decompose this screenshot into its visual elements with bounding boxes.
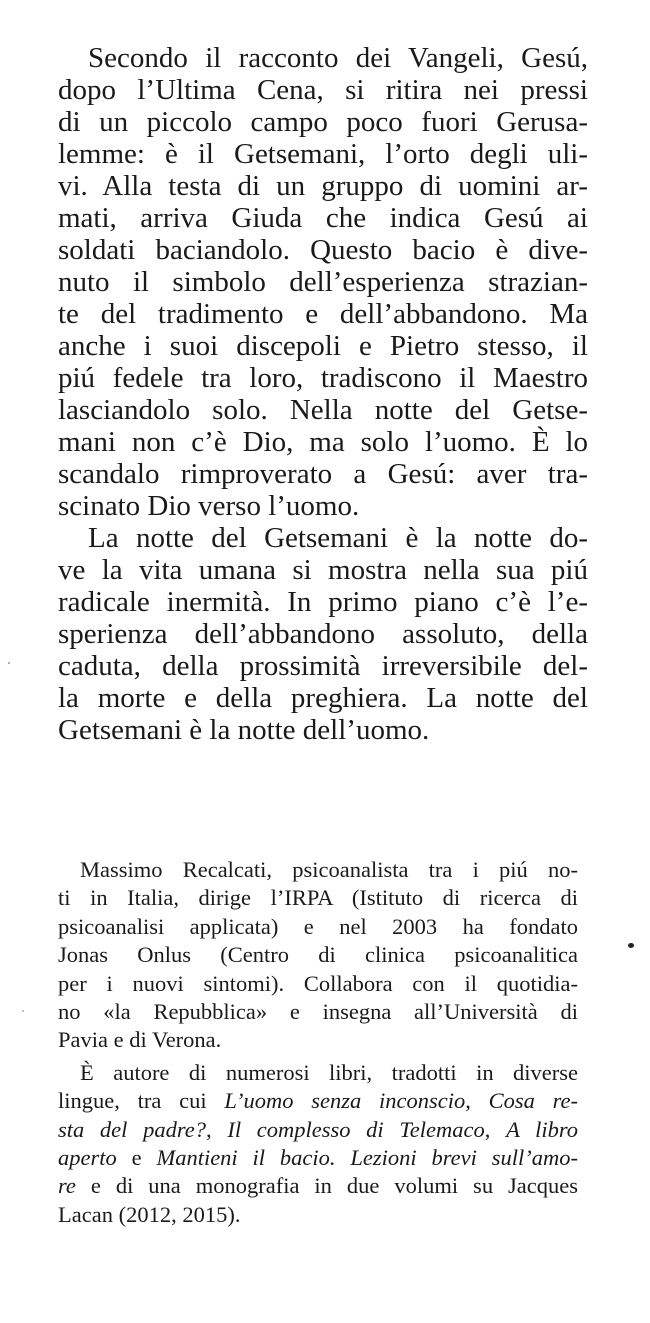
- scan-speck: [628, 943, 634, 948]
- scan-speck: [8, 662, 10, 664]
- works-line: Lacan (2012, 2015).: [58, 1201, 241, 1227]
- bio-line: Massimo Recalcati, psicoanalista tra i piú no-: [80, 857, 578, 882]
- text-line: lemme: è il Getsemani, l’orto degli uli-: [58, 138, 588, 170]
- bio-line: psicoanalisi applicata) e nel 2003 ha fondato: [58, 913, 578, 939]
- text-line: la morte e della preghiera. La notte del: [58, 682, 588, 714]
- text-line: piú fedele tra loro, tradiscono il Maestro: [58, 362, 588, 394]
- text-line: Getsemani è la notte dell’uomo.: [58, 714, 430, 746]
- bio-line: Jonas Onlus (Centro di clinica psicoanalitica: [58, 942, 578, 968]
- bio-line: per i nuovi sintomi). Collabora con il quotidia-: [58, 970, 578, 996]
- book-title: re: [58, 1173, 76, 1199]
- text-line: dopo l’Ultima Cena, si ritira nei pressi: [58, 74, 588, 106]
- text-line: soldati baciandolo. Questo bacio è dive-: [58, 234, 588, 266]
- book-title: Il complesso di Telemaco: [227, 1116, 485, 1142]
- text-line: di un piccolo campo poco fuori Gerusa-: [58, 106, 588, 138]
- bio-line: no «la Repubblica» e insegna all’Università di: [58, 998, 578, 1024]
- works-text: ,: [465, 1088, 489, 1114]
- scan-speck: [22, 1010, 24, 1012]
- works-text: e di una monografia in due volumi su Jacques: [75, 1173, 578, 1199]
- book-title: A libro: [506, 1116, 579, 1142]
- text-line: scandalo rimproverato a Gesú: aver tra-: [58, 458, 588, 490]
- text-line: vi. Alla testa di un gruppo di uomini ar-: [58, 170, 588, 202]
- book-title: Cosa re-: [488, 1088, 578, 1114]
- book-title: L’uomo senza inconscio: [224, 1088, 466, 1114]
- works-text: ,: [206, 1116, 228, 1142]
- bio-line: Pavia e di Verona.: [58, 1027, 222, 1053]
- book-title: aperto: [58, 1144, 117, 1170]
- text-line: La notte del Getsemani è la notte do-: [88, 522, 588, 554]
- works-text: e: [116, 1144, 157, 1170]
- book-title: Mantieni il bacio. Lezioni brevi sull’amo-: [156, 1144, 578, 1170]
- works-text: ,: [484, 1116, 507, 1142]
- works-line: È autore di numerosi libri, tradotti in diverse: [80, 1059, 578, 1085]
- text-line: radicale inermità. In primo piano c’è l’e-: [58, 586, 588, 618]
- text-line: te del tradimento e dell’abbandono. Ma: [58, 298, 588, 330]
- text-line: nuto il simbolo dell’esperienza strazian-: [58, 266, 588, 298]
- text-line: lasciandolo solo. Nella notte del Getse-: [58, 394, 588, 426]
- works-line: [58, 1144, 578, 1172]
- book-title: sta del padre?: [58, 1116, 207, 1142]
- text-line: mati, arriva Giuda che indica Gesú ai: [58, 202, 588, 234]
- works-line: [58, 1172, 578, 1200]
- bio-line: ti in Italia, dirige l’IRPA (Istituto di ricerca di: [58, 885, 578, 911]
- text-line: mani non c’è Dio, ma solo l’uomo. È lo: [58, 426, 588, 458]
- text-line: caduta, della prossimità irreversibile del-: [58, 650, 588, 682]
- text-line: anche i suoi discepoli e Pietro stesso, il: [58, 330, 588, 362]
- text-line: sperienza dell’abbandono assoluto, della: [58, 618, 588, 650]
- text-line: ve la vita umana si mostra nella sua piú: [58, 554, 588, 586]
- text-line: Secondo il racconto dei Vangeli, Gesú,: [88, 42, 588, 74]
- works-line: [58, 1087, 578, 1115]
- author-bio: [58, 856, 578, 1229]
- main-passage: [58, 42, 588, 746]
- text-line: scinato Dio verso l’uomo.: [58, 490, 360, 522]
- works-line: [58, 1116, 578, 1144]
- works-text: lingue, tra cui: [58, 1088, 225, 1114]
